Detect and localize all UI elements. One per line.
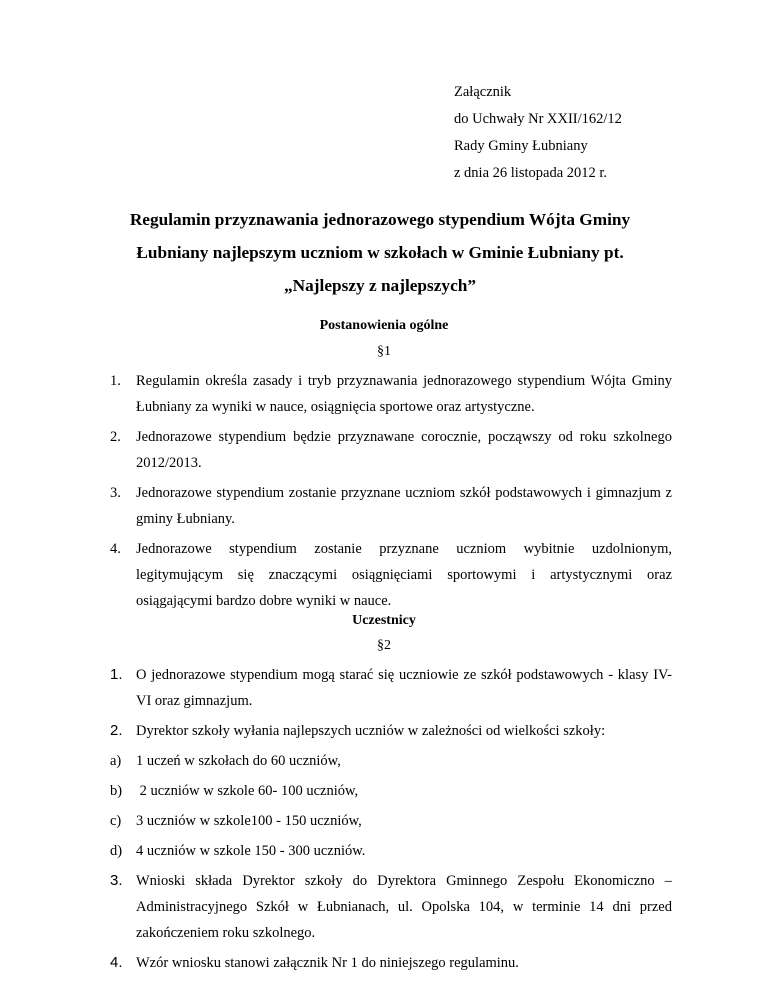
list-item [110,424,672,476]
list-item [110,662,672,714]
section-heading-general: Postanowienia ogólne [319,318,449,333]
paragraph-sign-2: §2 [377,638,391,653]
list-item-text: Jednorazowe stypendium będzie przyznawane corocznie, począwszy od roku szkolnego 2012/2013. [136,429,672,471]
list-item-text: 3 uczniów w szkole100 - 150 uczniów, [136,813,362,829]
list-item [110,808,672,834]
list-item-text: Jednorazowe stypendium zostanie przyznane uczniom szkół podstawowych i gimnazjum z gminy Łubniany. [136,485,672,527]
list-item-number: 4. [110,541,121,557]
list-item-letter: d) [110,843,123,859]
attachment-header [454,79,622,187]
list-item-letter: a) [110,753,122,769]
paragraph-sign-1: §1 [377,344,391,359]
title-line-1: Regulamin przyznawania jednorazowego stypendium Wójta Gminy [129,210,631,229]
list-item-text: 1 uczeń w szkołach do 60 uczniów, [136,753,341,769]
list-item-number: 2. [110,722,123,739]
list-item-number: 4. [110,954,123,971]
list-item [110,718,672,744]
list-item-text: O jednorazowe stypendium mogą starać się uczniowie ze szkół podstawowych - klasy IV-VI oraz gimnazjum. [136,667,672,709]
list-item [110,480,672,532]
document-title [60,203,700,302]
header-line-date: z dnia 26 listopada 2012 r. [454,165,608,181]
list-item [110,536,672,614]
header-line-council: Rady Gminy Łubniany [454,138,588,154]
list-item-text: Wnioski składa Dyrektor szkoły do Dyrektora Gminnego Zespołu Ekonomiczno – Administracyjnego Szkół w Łubnianach, ul. Opolska 104, w terminie 14 dni przed zakończeniem roku szkolnego. [136,873,672,941]
list-item-letter: c) [110,813,122,829]
list-item-letter: b) [110,783,123,799]
list-item [110,748,672,774]
list-item-text: 4 uczniów w szkole 150 - 300 uczniów. [136,843,366,859]
list-item-text: 2 uczniów w szkole 60- 100 uczniów, [136,783,359,799]
list-item-text: Jednorazowe stypendium zostanie przyznane uczniom wybitnie uzdolnionym, legitymującym się znaczącymi osiągnięciami sportowymi i artystycznymi oraz osiągającymi bardzo dobre wyniki w nauce. [136,541,672,609]
list-item-number: 1. [110,666,123,683]
title-line-2: Łubniany najlepszym uczniom w szkołach w Gminie Łubniany pt. [136,243,624,262]
list-item-number: 1. [110,373,121,389]
header-line-attachment: Załącznik [454,84,512,100]
section2-list [110,662,672,980]
list-item-number: 3. [110,485,121,501]
list-item [110,368,672,420]
list-item [110,950,672,976]
header-line-resolution: do Uchwały Nr XXII/162/12 [454,111,622,127]
list-item [110,778,672,804]
list-item-text: Wzór wniosku stanowi załącznik Nr 1 do niniejszego regulaminu. [136,955,519,971]
title-line-3: „Najlepszy z najlepszych” [284,276,476,295]
section-heading-participants: Uczestnicy [352,613,416,628]
section1-list [110,368,672,618]
list-item-number: 2. [110,429,121,445]
list-item-number: 3. [110,872,123,889]
list-item [110,838,672,864]
list-item [110,868,672,946]
list-item-text: Dyrektor szkoły wyłania najlepszych uczniów w zależności od wielkości szkoły: [136,723,606,739]
list-item-text: Regulamin określa zasady i tryb przyznawania jednorazowego stypendium Wójta Gminy Łubniany za wyniki w nauce, osiągnięcia sportowe oraz artystyczne. [136,373,672,415]
